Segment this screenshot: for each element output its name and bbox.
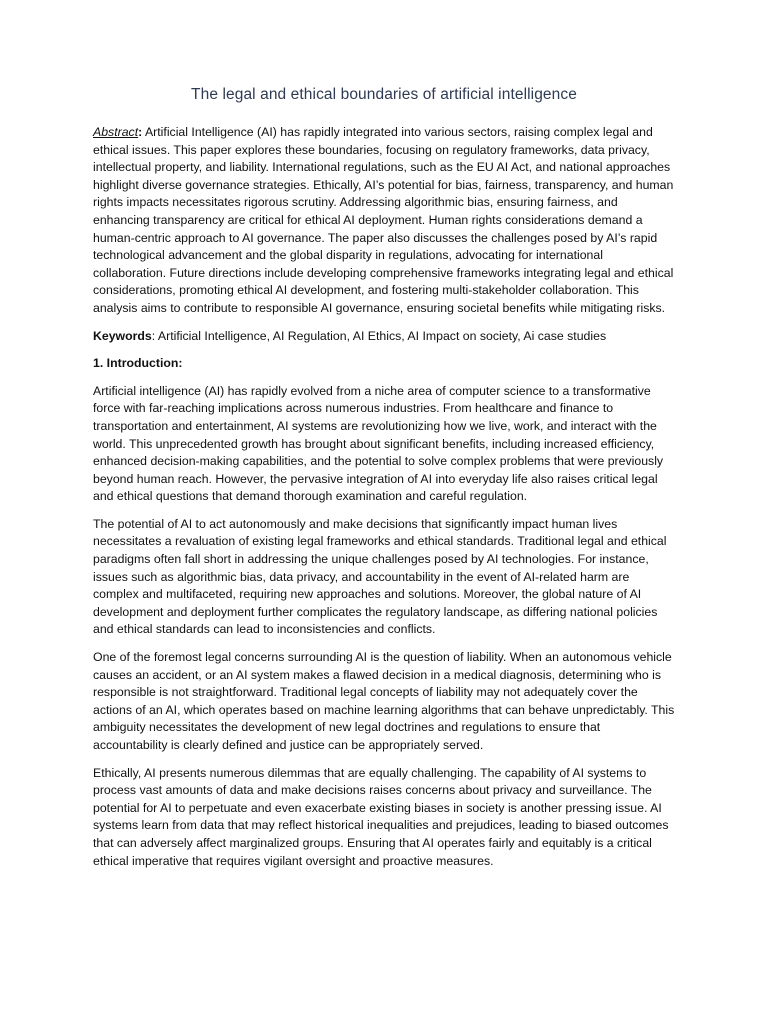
abstract-paragraph (93, 124, 675, 318)
body-paragraph: Artificial intelligence (AI) has rapidly evolved from a niche area of computer science to a transformative force with far-reaching implications across numerous industries. From healthcare and finance to transportation and entertainment, AI systems are revolutionizing how we live, work, and interact with the world. This unprecedented growth has brought about significant benefits, including increased efficiency, enhanced decision-making capabilities, and the potential to solve complex problems that were previously beyond human reach. However, the pervasive integration of AI into everyday life also raises critical legal and ethical questions that demand thorough examination and careful regulation. (93, 383, 664, 504)
keywords-text: : Artificial Intelligence, AI Regulation, AI Ethics, AI Impact on society, Ai case studies (151, 328, 607, 343)
abstract-colon: : (138, 125, 143, 139)
body-paragraph: Ethically, AI presents numerous dilemmas that are equally challenging. The capability of AI systems to process vast amounts of data and make decisions raises concerns about privacy and surveillance. The potential for AI to perpetuate and even exacerbate existing biases in society is another pressing issue. AI systems learn from data that may reflect historical inequalities and prejudices, leading to biased outcomes that can adversely affect marginalized groups. Ensuring that AI operates fairly and equitably is a critical ethical imperative that requires vigilant oversight and proactive measures. (93, 765, 669, 868)
keywords-label: Keywords (93, 328, 152, 343)
abstract-label: Abstract (93, 125, 139, 139)
keywords-paragraph (93, 328, 675, 346)
body-paragraph: One of the foremost legal concerns surrounding AI is the question of liability. When an autonomous vehicle causes an accident, or an AI system makes a flawed decision in a medical diagnosis, determining who is responsible is not straightforward. Traditional legal concepts of liability may not adequately cover the actions of an AI, which operates based on machine learning algorithms that can behave unpredictably. This ambiguity necessitates the development of new legal doctrines and regulations to ensure that accountability is clearly defined and justice can be appropriately served. (93, 650, 675, 752)
section-heading-introduction: 1. Introduction: (93, 356, 183, 371)
paper-title: The legal and ethical boundaries of artificial intelligence (191, 86, 577, 103)
abstract-text: Artificial Intelligence (AI) has rapidly integrated into various sectors, raising complex legal and ethical issues. This paper explores these boundaries, focusing on regulatory frameworks, data privacy, intellectual property, and liability. International regulations, such as the EU AI Act, and national approaches highlight diverse governance strategies. Ethically, AI’s potential for bias, fairness, transparency, and human rights impacts necessitates rigorous scrutiny. Addressing algorithmic bias, ensuring fairness, and enhancing transparency are critical for ethical AI deployment. Human rights considerations demand a human-centric approach to AI governance. The paper also discusses the challenges posed by AI’s rapid technological advancement and the global disparity in regulations, advocating for international collaboration. Future directions include developing comprehensive frameworks integrating legal and ethical considerations, promoting ethical AI development, and fostering multi-stakeholder collaboration. This analysis aims to contribute to responsible AI governance, ensuring societal benefits while mitigating risks. (93, 125, 674, 315)
body-paragraph: The potential of AI to act autonomously and make decisions that significantly impact human lives necessitates a revaluation of existing legal frameworks and ethical standards. Traditional legal and ethical paradigms often fall short in addressing the unique challenges posed by AI technologies. For instance, issues such as algorithmic bias, data privacy, and accountability in the event of AI-related harm are complex and multifaceted, requiring new approaches and solutions. Moreover, the global nature of AI development and deployment further complicates the regulatory landscape, as differing national policies and ethical standards can lead to inconsistencies and conflicts. (93, 516, 667, 637)
